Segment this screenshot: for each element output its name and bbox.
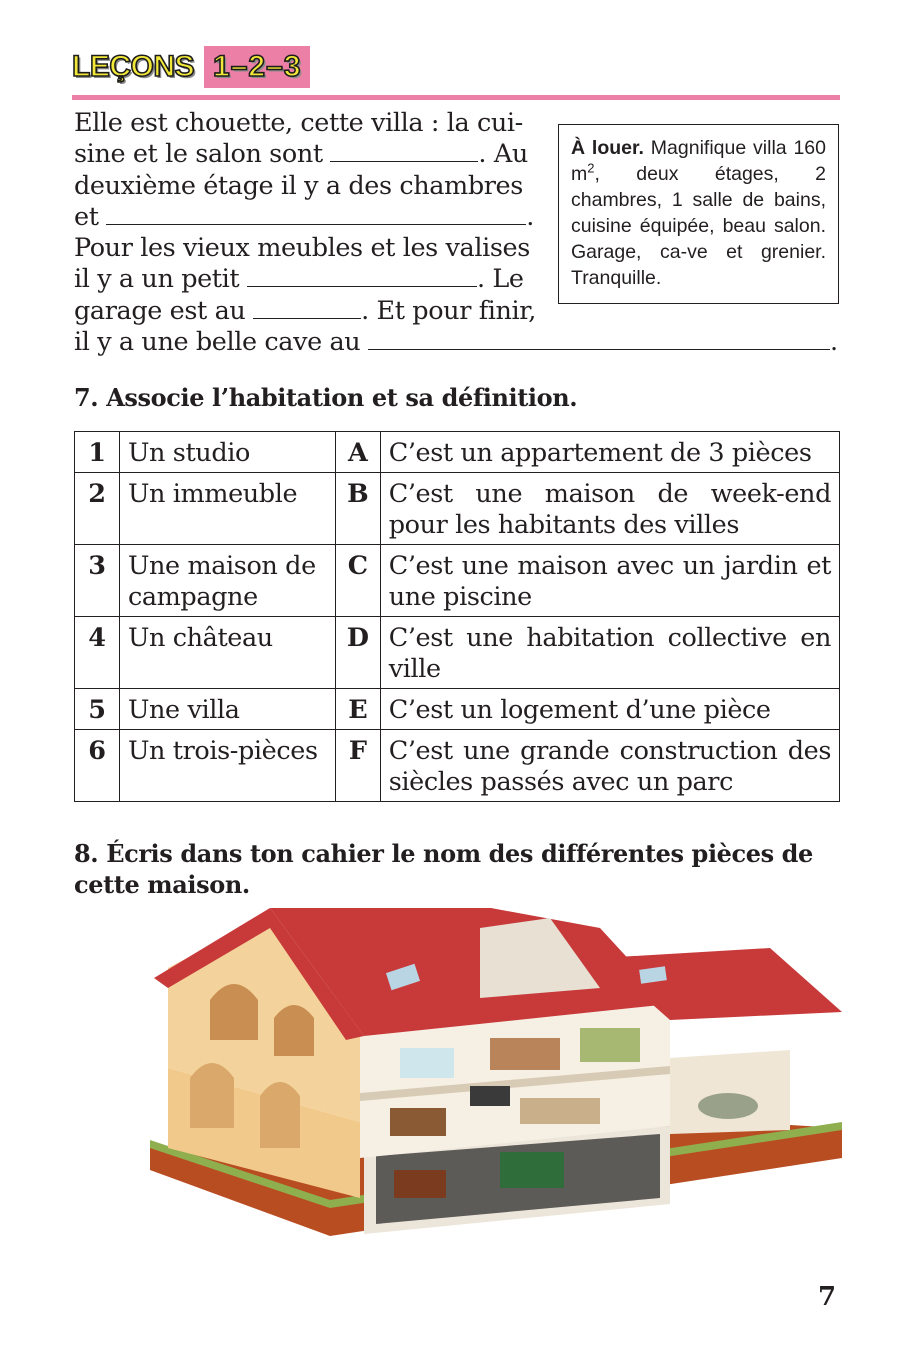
ad-superscript: 2	[587, 160, 595, 176]
definition-text: C’est une habitation collective en ville	[380, 617, 839, 689]
row-number: 4	[75, 617, 120, 689]
text: . Au	[478, 139, 528, 170]
dwelling-name: Un studio	[119, 432, 335, 473]
text: garage est au	[74, 295, 246, 326]
row-number: 6	[75, 730, 120, 802]
header-rule	[72, 95, 840, 100]
text: Pour les vieux meubles et les valises	[74, 233, 530, 264]
definition-letter: E	[335, 689, 380, 730]
ad-lead: À louer.	[571, 137, 644, 159]
exercise-8-title	[74, 838, 813, 900]
arch-window	[274, 1005, 314, 1056]
bedroom-bed	[490, 1038, 560, 1070]
text: . Le	[476, 264, 524, 295]
matching-table	[74, 431, 840, 802]
dwelling-name: Une maison de campagne	[119, 545, 335, 617]
attic-room	[580, 1028, 640, 1062]
row-number: 3	[75, 545, 120, 617]
text: .	[830, 327, 838, 358]
table-row	[75, 730, 840, 802]
kitchen-table	[390, 1108, 446, 1136]
answer-blank[interactable]	[330, 139, 478, 162]
answer-blank[interactable]	[247, 264, 477, 287]
row-number: 2	[75, 473, 120, 545]
answer-blank[interactable]	[106, 202, 526, 225]
answer-blank[interactable]	[253, 296, 361, 319]
paragraph-line	[74, 327, 840, 358]
exercise-7-title: 7. Associe l’habitation et sa définition.	[74, 383, 578, 412]
definition-letter: D	[335, 617, 380, 689]
rental-ad-box	[558, 124, 839, 304]
definition-text: C’est un logement d’une pièce	[380, 689, 839, 730]
bathroom	[400, 1048, 454, 1078]
dwelling-name: Un trois-pièces	[119, 730, 335, 802]
arch	[260, 1082, 300, 1148]
exercise-8-title-line: cette maison.	[74, 870, 250, 899]
table-row	[75, 617, 840, 689]
definition-text: C’est une maison de week-end pour les habitants des villes	[380, 473, 839, 545]
lesson-header	[72, 44, 310, 90]
text: .	[526, 201, 534, 232]
definition-letter: C	[335, 545, 380, 617]
text: il y a un petit	[74, 264, 240, 295]
table-row	[75, 432, 840, 473]
car	[698, 1093, 758, 1119]
text: et	[74, 201, 99, 232]
billiard-table	[500, 1152, 564, 1188]
page-number: 7	[818, 1282, 837, 1312]
table-row	[75, 689, 840, 730]
text: deuxième étage il y a des chambres	[74, 170, 523, 201]
arch	[190, 1063, 234, 1128]
definition-letter: F	[335, 730, 380, 802]
definition-letter: B	[335, 473, 380, 545]
text: . Et pour finir,	[361, 295, 536, 326]
dwelling-name: Un immeuble	[119, 473, 335, 545]
table-row	[75, 473, 840, 545]
lesson-number-badge	[204, 46, 310, 88]
sofa	[520, 1098, 600, 1124]
table-row	[75, 545, 840, 617]
definition-text: C’est un appartement de 3 pièces	[380, 432, 839, 473]
definition-text: C’est une grande construction des siècles passés avec un parc	[380, 730, 839, 802]
text: Elle est chouette, cette villa : la cui-	[74, 108, 523, 138]
house-cutaway-illustration	[150, 908, 842, 1248]
arch-window	[210, 984, 258, 1040]
basement-furniture	[394, 1170, 446, 1198]
tv-unit	[470, 1086, 510, 1106]
answer-blank[interactable]	[368, 327, 830, 350]
ad-text: , deux étages, 2 chambres, 1 salle de bains, cuisine équipée, beau salon. Garage, ca-ve et grenier. Tranquille.	[571, 163, 826, 289]
dwelling-name: Une villa	[119, 689, 335, 730]
definition-letter: A	[335, 432, 380, 473]
text: il y a une belle cave au	[74, 327, 361, 358]
dwelling-name: Un château	[119, 617, 335, 689]
garage	[670, 1050, 790, 1134]
lecons-title: LEÇONS	[72, 50, 195, 83]
ad-text: Magnifique villa 160 m	[571, 137, 826, 185]
lesson-numbers: 1–2–3	[213, 50, 302, 83]
definition-text: C’est une maison avec un jardin et une piscine	[380, 545, 839, 617]
exercise-8-title-line: 8. Écris dans ton cahier le nom des différentes pièces de	[74, 839, 813, 868]
row-number: 5	[75, 689, 120, 730]
text: sine et le salon sont	[74, 139, 323, 170]
row-number: 1	[75, 432, 120, 473]
